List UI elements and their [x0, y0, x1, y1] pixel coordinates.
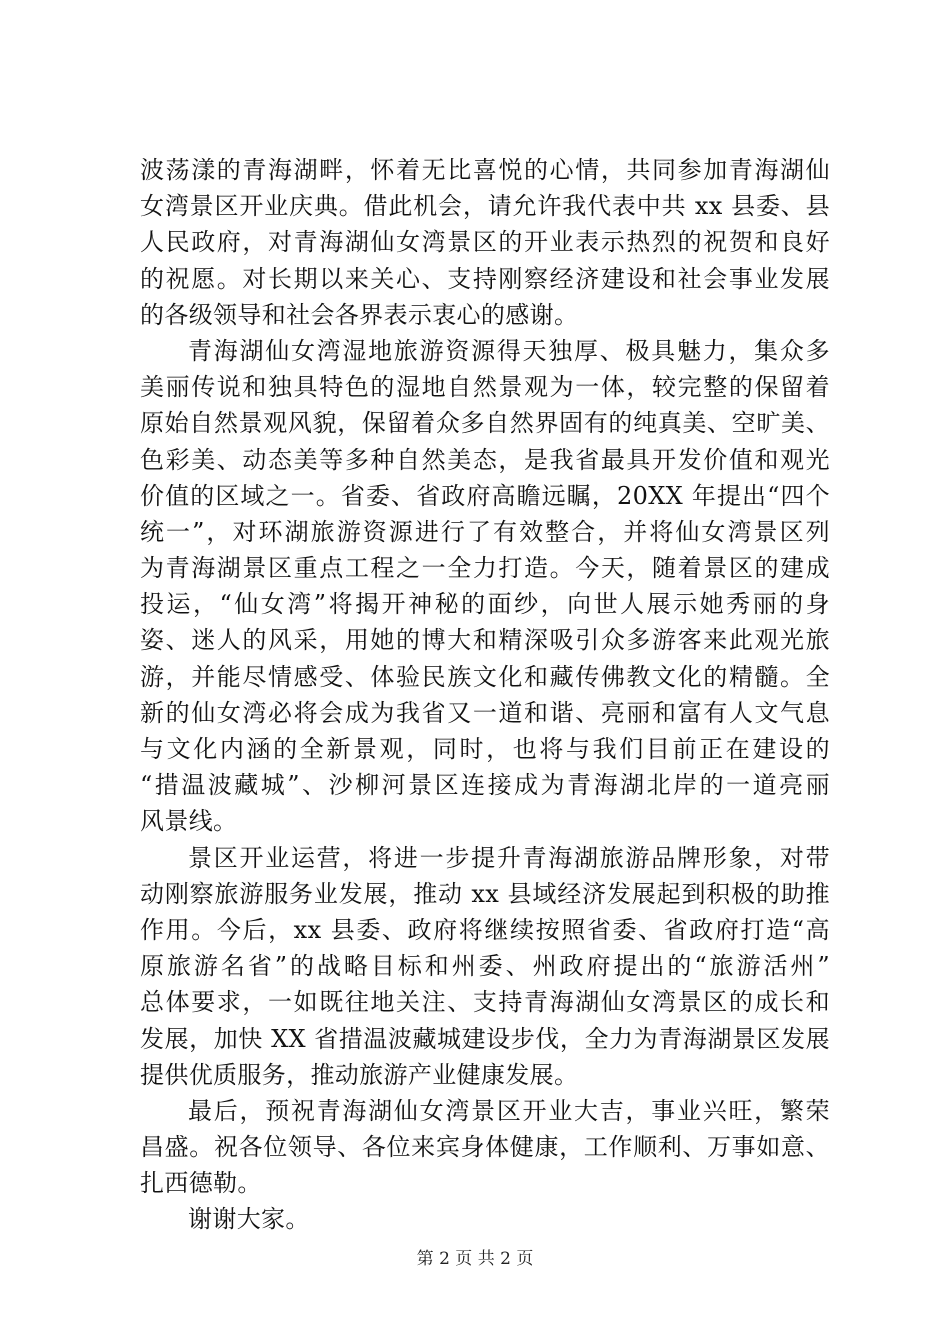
paragraph-first-line: 青海湖仙女湾湿地旅游资源得天独厚、极具魅力，集众多 — [188, 336, 830, 365]
text-line: 发展，加快 XX 省措温波藏城建设步伐，全力为青海湖景区发展 — [140, 1024, 830, 1053]
text-line: 统一”，对环湖旅游资源进行了有效整合，并将仙女湾景区列 — [140, 517, 830, 546]
text-line: 女湾景区开业庆典。借此机会，请允许我代表中共 xx 县委、县 — [140, 192, 830, 221]
text-line: 的祝愿。对长期以来关心、支持刚察经济建设和社会事业发展 — [140, 264, 830, 293]
text-line: 人民政府，对青海湖仙女湾景区的开业表示热烈的祝贺和良好 — [140, 228, 830, 257]
text-line: 姿、迷人的风采，用她的博大和精深吸引众多游客来此观光旅 — [140, 626, 830, 655]
text-line: 投运，“仙女湾”将揭开神秘的面纱，向世人展示她秀丽的身 — [140, 590, 830, 619]
closing-line: 谢谢大家。 — [188, 1205, 310, 1234]
text-line: 为青海湖景区重点工程之一全力打造。今天，随着景区的建成 — [140, 554, 830, 583]
text-line: 色彩美、动态美等多种自然美态，是我省最具开发价值和观光 — [140, 445, 830, 474]
text-line: “措温波藏城”、沙柳河景区连接成为青海湖北岸的一道亮丽 — [140, 771, 830, 800]
document-body — [140, 152, 830, 1238]
text-line: 价值的区域之一。省委、省政府高瞻远瞩，20XX 年提出“四个 — [140, 481, 830, 510]
text-line: 游，并能尽情感受、体验民族文化和藏传佛教文化的精髓。全 — [140, 662, 830, 691]
text-line: 总体要求，一如既往地关注、支持青海湖仙女湾景区的成长和 — [140, 988, 830, 1017]
text-line: 动刚察旅游服务业发展，推动 xx 县域经济发展起到积极的助推 — [140, 879, 830, 908]
page-number-footer: 第 2 页 共 2 页 — [416, 1249, 534, 1269]
text-line: 原旅游名省”的战略目标和州委、州政府提出的“旅游活州” — [140, 952, 830, 981]
text-line: 与文化内涵的全新景观，同时，也将与我们目前正在建设的 — [140, 735, 830, 763]
text-line: 新的仙女湾必将会成为我省又一道和谐、亮丽和富有人文气息 — [140, 698, 830, 727]
paragraph-first-line: 景区开业运营，将进一步提升青海湖旅游品牌形象，对带 — [188, 843, 830, 872]
text-line: 的各级领导和社会各界表示衷心的感谢。 — [140, 300, 579, 329]
text-line: 波荡漾的青海湖畔，怀着无比喜悦的心情，共同参加青海湖仙 — [140, 156, 830, 184]
text-line: 昌盛。祝各位领导、各位来宾身体健康，工作顺利、万事如意、 — [140, 1133, 830, 1162]
text-line: 美丽传说和独具特色的湿地自然景观为一体，较完整的保留着 — [140, 373, 830, 402]
text-line: 扎西德勒。 — [140, 1169, 262, 1198]
text-line: 风景线。 — [140, 807, 238, 836]
text-line: 作用。今后，xx 县委、政府将继续按照省委、省政府打造“高 — [140, 915, 830, 944]
text-line: 提供优质服务，推动旅游产业健康发展。 — [140, 1060, 579, 1089]
text-line: 原始自然景观风貌，保留着众多自然界固有的纯真美、空旷美、 — [140, 409, 830, 438]
paragraph-first-line: 最后，预祝青海湖仙女湾景区开业大吉，事业兴旺，繁荣 — [188, 1096, 830, 1125]
